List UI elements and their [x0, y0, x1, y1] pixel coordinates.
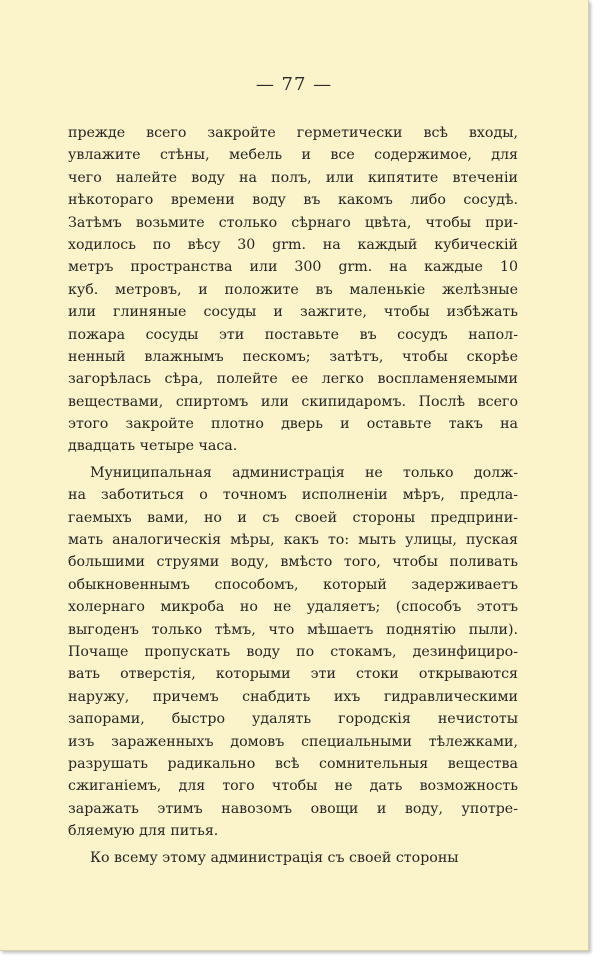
text-line: прежде всего закройте герметически всѣ входы, — [68, 125, 518, 141]
paragraph — [68, 122, 518, 458]
text-line: или глиняные сосуды и зажгите, чтобы избѣжать — [68, 304, 518, 321]
text-line: веществами, спиртомъ или скипидаромъ. Послѣ всего — [68, 393, 518, 410]
text-line: выгоденъ только тѣмъ, что мѣшаетъ поднятію пыли). — [68, 621, 518, 638]
text-line: вать отверстія, которыми эти стоки открываются — [68, 666, 518, 683]
text-line: нѣкотораго времени воду въ какомъ либо сосудѣ. — [68, 192, 518, 209]
page-number: — 77 — — [255, 74, 333, 95]
text-line: заражать этимъ навозомъ овощи и воду, употре- — [68, 800, 518, 817]
text-line: холернаго микроба но не удаляетъ; (способъ этотъ — [68, 599, 518, 616]
text-line: запорами, быстро удалять городскія нечистоты — [68, 711, 518, 728]
text-line: изъ зараженныхъ домовъ специальными тѣлежками, — [68, 733, 518, 750]
text-line: обыкновеннымъ способомъ, который задерживаетъ — [68, 576, 518, 593]
paragraph — [68, 847, 518, 869]
text-line: большими струями воду, вмѣсто того, чтобы поливать — [68, 554, 518, 571]
text-line: на заботиться о точномъ исполненіи мѣръ, предла- — [68, 487, 518, 504]
text-line: наружу, причемъ снабдить ихъ гидравлическими — [68, 688, 518, 705]
text-line: гаемыхъ вами, но и съ своей стороны предприни- — [68, 509, 518, 526]
page-body-text — [68, 122, 518, 869]
text-line: ненный влажнымъ пескомъ; затѣтъ, чтобы скорѣе — [68, 348, 518, 365]
text-line: куб. метровъ, и положите въ маленькіе желѣзные — [68, 281, 518, 298]
text-line: Муниципальная администрація не только долж- — [90, 464, 518, 481]
text-line: двадцать четыре часа. — [68, 438, 238, 455]
paragraph — [68, 462, 518, 843]
text-line: чего налейте воду на полъ, или кипятите втеченіи — [68, 169, 518, 186]
text-line: разрушать радикально всѣ сомнительныя вещества — [68, 755, 518, 772]
text-line: бляемую для питья. — [68, 823, 219, 840]
text-line: увлажите стѣны, мебель и все содержимое, для — [68, 147, 518, 164]
text-line: этого закройте плотно дверь и оставьте такъ на — [68, 416, 518, 433]
text-line: сжиганіемъ, для того чтобы не дать возможность — [68, 778, 518, 795]
text-line: Ко всему этому администрація съ своей стороны — [90, 849, 459, 866]
text-line: метръ пространства или 300 grm. на каждые 10 — [68, 259, 518, 276]
text-line: Почаще пропускать воду по стокамъ, дезинфициро- — [68, 643, 518, 660]
text-line: загорѣлась сѣра, полейте ее легко воспламеняемыми — [68, 371, 518, 388]
text-line: мать аналогическія мѣры, какъ то: мыть улицы, пуская — [68, 532, 518, 549]
text-line: Затѣмъ возьмите столько сѣрнаго цвѣта, чтобы при- — [68, 214, 518, 231]
text-line: ходилось по вѣсу 30 grm. на каждый кубическій — [68, 236, 518, 253]
text-line: пожара сосуды эти поставьте въ сосудъ напол- — [68, 326, 518, 343]
